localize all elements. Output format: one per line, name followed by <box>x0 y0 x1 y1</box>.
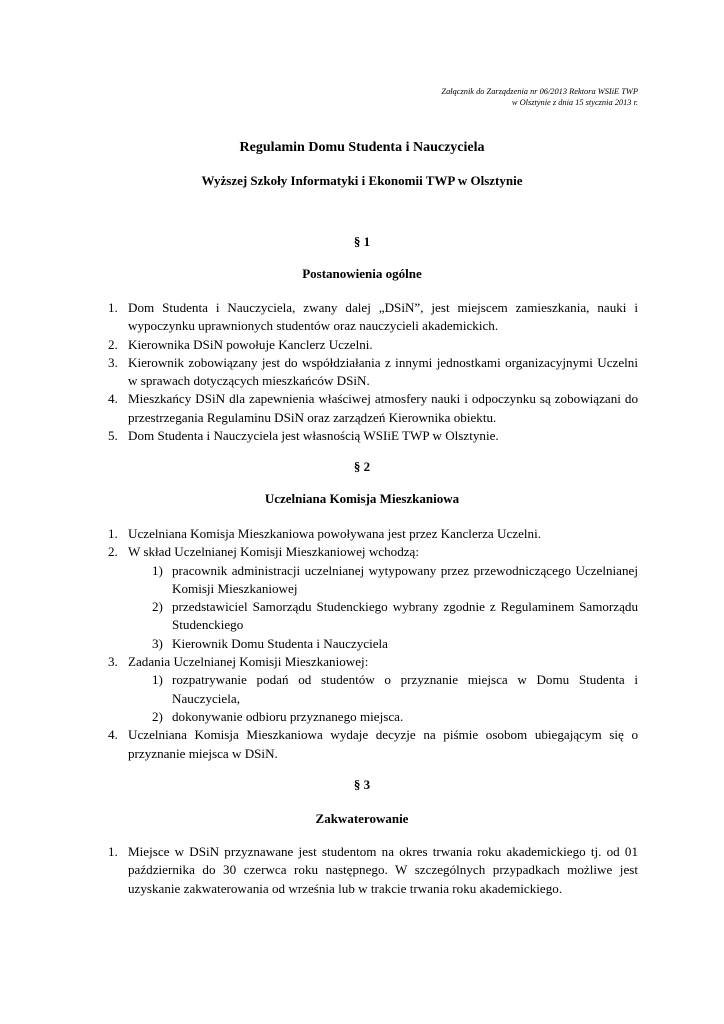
item-text: Uczelniana Komisja Mieszkaniowa powoływana jest przez Kanclerza Uczelni. <box>128 526 542 541</box>
sub-item-text: rozpatrywanie podań od studentów o przyznanie miejsca w Domu Studenta i Nauczyciela, <box>172 672 638 706</box>
section-3-number: § 3 <box>353 777 371 792</box>
list-item <box>108 543 638 653</box>
list-item <box>108 299 638 336</box>
sub-item-number: 3) <box>152 635 163 651</box>
sub-item-text: Kierownik Domu Studenta i Nauczyciela <box>172 635 388 651</box>
list-item <box>108 336 638 354</box>
list-item <box>108 843 638 898</box>
section-2-heading: Uczelniana Komisja Mieszkaniowa <box>264 491 460 506</box>
annex-note <box>441 86 638 108</box>
item-number: 2. <box>108 336 118 352</box>
item-number: 4. <box>108 391 118 407</box>
item-number: 5. <box>108 428 118 444</box>
list-item <box>108 354 638 391</box>
section-3-list <box>108 843 638 898</box>
item-text: Kierownika DSiN powołuje Kanclerz Uczelni. <box>128 336 373 352</box>
sub-item-number: 2) <box>152 708 163 724</box>
annex-line-1: Załącznik do Zarządzenia nr 06/2013 Rektora WSIiE TWP <box>441 87 638 96</box>
section-3-heading: Zakwaterowanie <box>315 811 409 826</box>
item-text: Dom Studenta i Nauczyciela jest własnością WSIiE TWP w Olsztynie. <box>128 428 499 444</box>
sub-item-number: 1) <box>152 562 163 578</box>
list-item <box>108 427 638 445</box>
item-text: W skład Uczelnianej Komisji Mieszkaniowej wchodzą: <box>128 544 420 560</box>
list-item <box>108 390 638 427</box>
document-subtitle: Wyższej Szkoły Informatyki i Ekonomii TWP w Olsztynie <box>201 173 523 188</box>
item-number: 3. <box>108 654 118 670</box>
document-title: Regulamin Domu Studenta i Nauczyciela <box>239 140 485 155</box>
section-2-number: § 2 <box>353 459 371 474</box>
sub-item-text: przedstawiciel Samorządu Studenckiego wybrany zgodnie z Regulaminem Samorządu Studenckiego <box>172 599 638 633</box>
item-text: Miejsce w DSiN przyznawane jest studentom na okres trwania roku akademickiego tj. od 01 października do 30 czerwca roku następnego. W szczególnych przypadkach możliwe jest uzyskanie zakwaterowania od września lub w trakcie trwania roku akademickiego. <box>128 844 638 896</box>
item-text: Dom Studenta i Nauczyciela, zwany dalej „DSiN”, jest miejscem zamieszkania, nauki i wypoczynku uprawnionych studentów oraz nauczycieli akademickich. <box>128 300 638 334</box>
item-number: 1. <box>108 300 118 315</box>
section-1-list <box>108 299 638 445</box>
sub-item-text: dokonywanie odbioru przyznanego miejsca. <box>172 708 404 724</box>
sub-item-number: 1) <box>152 672 163 688</box>
sub-item-text: pracownik administracji uczelnianej wytypowany przez przewodniczącego Uczelnianej Komisji Mieszkaniowej <box>172 562 638 596</box>
section-1-heading: Postanowienia ogólne <box>302 266 422 281</box>
sub-item <box>152 635 638 653</box>
annex-line-2: w Olsztynie z dnia 15 stycznia 2013 r. <box>511 98 638 107</box>
item-text: Zadania Uczelnianej Komisji Mieszkaniowej: <box>128 654 369 670</box>
sub-item <box>152 708 638 726</box>
item-number: 2. <box>108 544 118 560</box>
list-item <box>108 726 638 763</box>
item-number: 3. <box>108 354 118 370</box>
sub-item <box>152 671 638 708</box>
sub-item <box>152 562 638 599</box>
item-text: Uczelniana Komisja Mieszkaniowa wydaje decyzje na piśmie osobom ubiegającym się o przyznanie miejsca w DSiN. <box>128 727 638 761</box>
sub-item <box>152 598 638 635</box>
section-1-number: § 1 <box>353 234 371 249</box>
list-item <box>108 653 638 726</box>
item-number: 1. <box>108 844 118 859</box>
item-number: 4. <box>108 727 118 743</box>
item-text: Kierownik zobowiązany jest do współdziałania z innymi jednostkami organizacyjnymi Uczelni w sprawach dotyczących mieszkańców DSiN. <box>128 354 638 389</box>
list-item <box>108 525 638 543</box>
sub-item-number: 2) <box>152 599 163 615</box>
section-2-list <box>108 525 638 763</box>
item-text: Mieszkańcy DSiN dla zapewnienia właściwej atmosfery nauki i odpoczynku są zobowiązani do przestrzegania Regulaminu DSiN oraz zarządzeń Kierownika obiektu. <box>128 391 638 425</box>
item-number: 1. <box>108 526 118 541</box>
